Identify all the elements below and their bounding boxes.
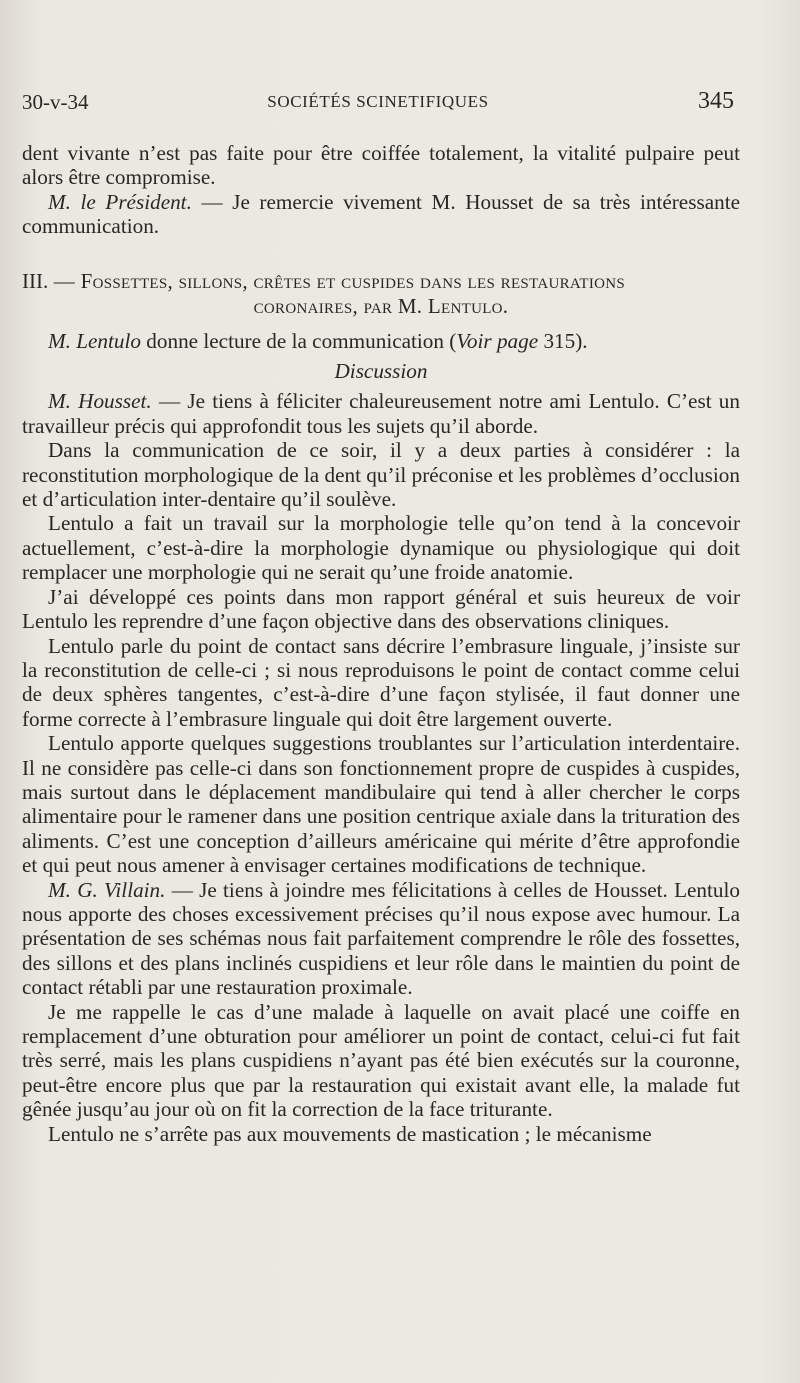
- paragraph-president: [22, 190, 740, 239]
- paragraph-text: — Je tiens à joindre mes félicitations à celles de Housset. Lentulo nous apporte des choses excessivement précises qu’il nous expose avec humour. La présentation de ses schémas nous fait parfaitement comprendre le rôle des fossettes, des sillons et des plans inclinés cuspidiens et leur rôle dans le maintien du point de contact rétabli par une restauration proximale.: [22, 877, 740, 1000]
- spacer: [22, 319, 740, 329]
- speaker-name: M. le Président.: [48, 189, 192, 214]
- paragraph: [22, 1122, 740, 1146]
- paragraph-text: donne lecture de la communication (: [141, 328, 457, 353]
- section-title-line1: — Fossettes, sillons, crêtes et cuspides dans les restaurations: [48, 268, 626, 293]
- section-numeral: III.: [22, 268, 49, 293]
- paragraph-text: Je me rappelle le cas d’une malade à laquelle on avait placé une coiffe en remplacement d’une obturation pour améliorer un point de contact, celui-ci fut fait très serré, mais les plans cuspidiens n’ayant pas été bien exécutés sur la couronne, peut-être encore plus que par la restauration qui existait avant elle, la malade fut gênée jusqu’au jour où on fit la correction de la face triturante.: [22, 999, 740, 1122]
- paragraph-text: — Je tiens à féliciter chaleureusement notre ami Lentulo. C’est un travailleur précis qui approfondit tous les sujets qu’il aborde.: [22, 389, 740, 438]
- paragraph-text: Lentulo parle du point de contact sans décrire l’embrasure linguale, j’insiste sur la reconstitution de celle-ci ; si nous reproduisons le point de contact comme celui de deux sphères tangentes, c’est-à-dire d’une façon stylisée, il faut donner une forme correcte à l’embrasure linguale qui doit être largement ouverte.: [22, 633, 740, 731]
- paragraph: [22, 731, 740, 877]
- paragraph: [22, 878, 740, 1000]
- section-heading-line1: [22, 269, 740, 294]
- paragraph: [22, 585, 740, 634]
- page-body: [22, 141, 740, 1146]
- paragraph-text: 315).: [538, 328, 588, 353]
- paragraph-lecture: [22, 329, 740, 353]
- page-reference: Voir page: [456, 328, 539, 353]
- paragraph-text: Lentulo a fait un travail sur la morphologie telle qu’on tend à la concevoir actuellement, c’est-à-dire la morphologie dynamique ou physiologique qui doit remplacer une morphologie qui ne serait qu’une froide anatomie.: [22, 511, 740, 585]
- speaker-name: M. Housset.: [48, 389, 152, 414]
- section-title-line2: coronaires, par M. Lentulo.: [253, 293, 509, 318]
- paragraph-text: Dans la communication de ce soir, il y a deux parties à considérer : la reconstitution morphologique de la dent qu’il préconise et les problèmes d’occlusion et d’articulation inter-dentaire qu’il soulève.: [22, 438, 740, 512]
- header-date: 30-v-34: [22, 90, 89, 114]
- paragraph: [22, 1000, 740, 1122]
- paragraph: [22, 511, 740, 584]
- speaker-name: M. Lentulo: [48, 328, 141, 353]
- page-number: 345: [698, 88, 734, 114]
- discussion-heading: Discussion: [334, 359, 428, 384]
- paragraph: [22, 389, 740, 438]
- paragraph-continuation: dent vivante n’est pas faite pour être coiffée totalement, la vitalité pulpaire peut alors être compromise.: [22, 141, 740, 190]
- paragraph-text: J’ai développé ces points dans mon rapport général et suis heureux de voir Lentulo les reprendre d’une façon objective dans des observations cliniques.: [22, 584, 740, 634]
- paragraph-text: Lentulo apporte quelques suggestions troublantes sur l’articulation interdentaire. Il ne considère pas celle-ci dans son fonctionnement propre de cuspides à cuspides, mais surtout dans le déplacement mandibulaire qui tend à aller chercher le corps alimentaire pour le ramener dans une position centrique axiale dans la trituration des aliments. C’est une conception d’ailleurs américaine qui mérite d’être approfondie et qui peut nous amener à envisager certaines modifications de technique.: [22, 731, 740, 878]
- paragraph-text: Lentulo ne s’arrête pas aux mouvements de mastication ; le mécanisme: [48, 1121, 652, 1146]
- section-heading: [22, 269, 740, 319]
- speaker-name: M. G. Villain.: [48, 877, 166, 902]
- paragraph: [22, 634, 740, 732]
- header-title: SOCIÉTÉS SCINETIFIQUES: [267, 92, 489, 111]
- running-header: [22, 88, 734, 122]
- paragraph-text: — Je remercie vivement M. Housset de sa très intéressante communication.: [22, 189, 740, 239]
- paragraph: [22, 438, 740, 511]
